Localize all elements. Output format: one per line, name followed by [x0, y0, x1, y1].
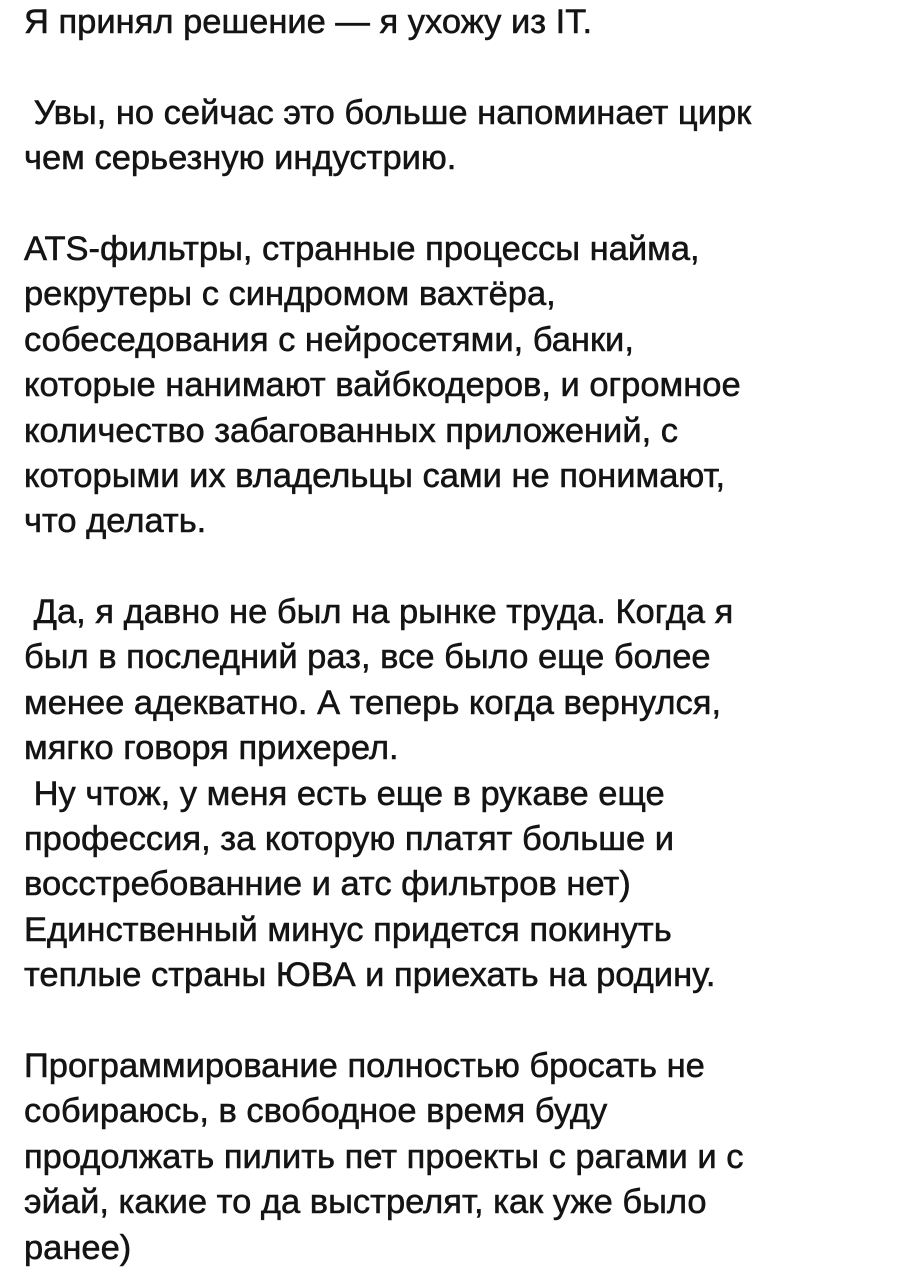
- paragraph-4: [24, 590, 884, 999]
- text-line: которые нанимают вайбкодеров, и огромное: [24, 366, 741, 405]
- text-line: чем серьезную индустрию.: [24, 139, 457, 178]
- text-line: собеседования с нейросетями, банки,: [24, 320, 634, 359]
- paragraph-5: [24, 1044, 884, 1271]
- text-line: был в последний раз, все было еще более: [24, 638, 711, 677]
- text-line: которыми их владельцы сами не понимают,: [24, 456, 726, 495]
- text-line: количество забагованных приложений, с: [24, 411, 679, 450]
- text-line: Увы, но сейчас это больше напоминает цирк: [24, 93, 752, 132]
- text-line: Единственный минус придется покинуть: [24, 910, 672, 949]
- paragraph-gap: [24, 45, 884, 90]
- text-line: ранее): [24, 1228, 132, 1267]
- paragraph-2: [24, 91, 884, 182]
- paragraph-gap: [24, 182, 884, 227]
- text-line: рекрутеры с синдромом вахтёра,: [24, 275, 556, 314]
- text-line: восстребованние и атс фильтров нет): [24, 865, 631, 904]
- post-text: [24, 0, 884, 1271]
- text-line: мягко говоря прихерел.: [24, 729, 399, 768]
- text-line: Ну чтож, у меня есть еще в рукаве еще: [24, 774, 665, 813]
- text-line: эйай, какие то да выстрелят, как уже было: [24, 1183, 707, 1222]
- text-line: ATS-фильтры, странные процессы найма,: [24, 229, 700, 268]
- text-line: собираюсь, в свободное время буду: [24, 1092, 608, 1131]
- paragraph-3: [24, 227, 884, 545]
- text-line: что делать.: [24, 502, 207, 541]
- text-line: менее адекватно. А теперь когда вернулся,: [24, 683, 722, 722]
- text-line: Программирование полностью бросать не: [24, 1046, 705, 1085]
- text-line: теплые страны ЮВА и приехать на родину.: [24, 956, 716, 995]
- paragraph-gap: [24, 545, 884, 590]
- paragraph-gap: [24, 999, 884, 1044]
- text-line: Я принял решение — я ухожу из IT.: [24, 3, 593, 41]
- text-line: профессия, за которую платят больше и: [24, 820, 674, 859]
- text-line: продолжать пилить пет проекты с рагами и с: [24, 1137, 744, 1176]
- paragraph-1: [24, 0, 884, 45]
- text-line: Да, я давно не был на рынке труда. Когда я: [24, 593, 734, 632]
